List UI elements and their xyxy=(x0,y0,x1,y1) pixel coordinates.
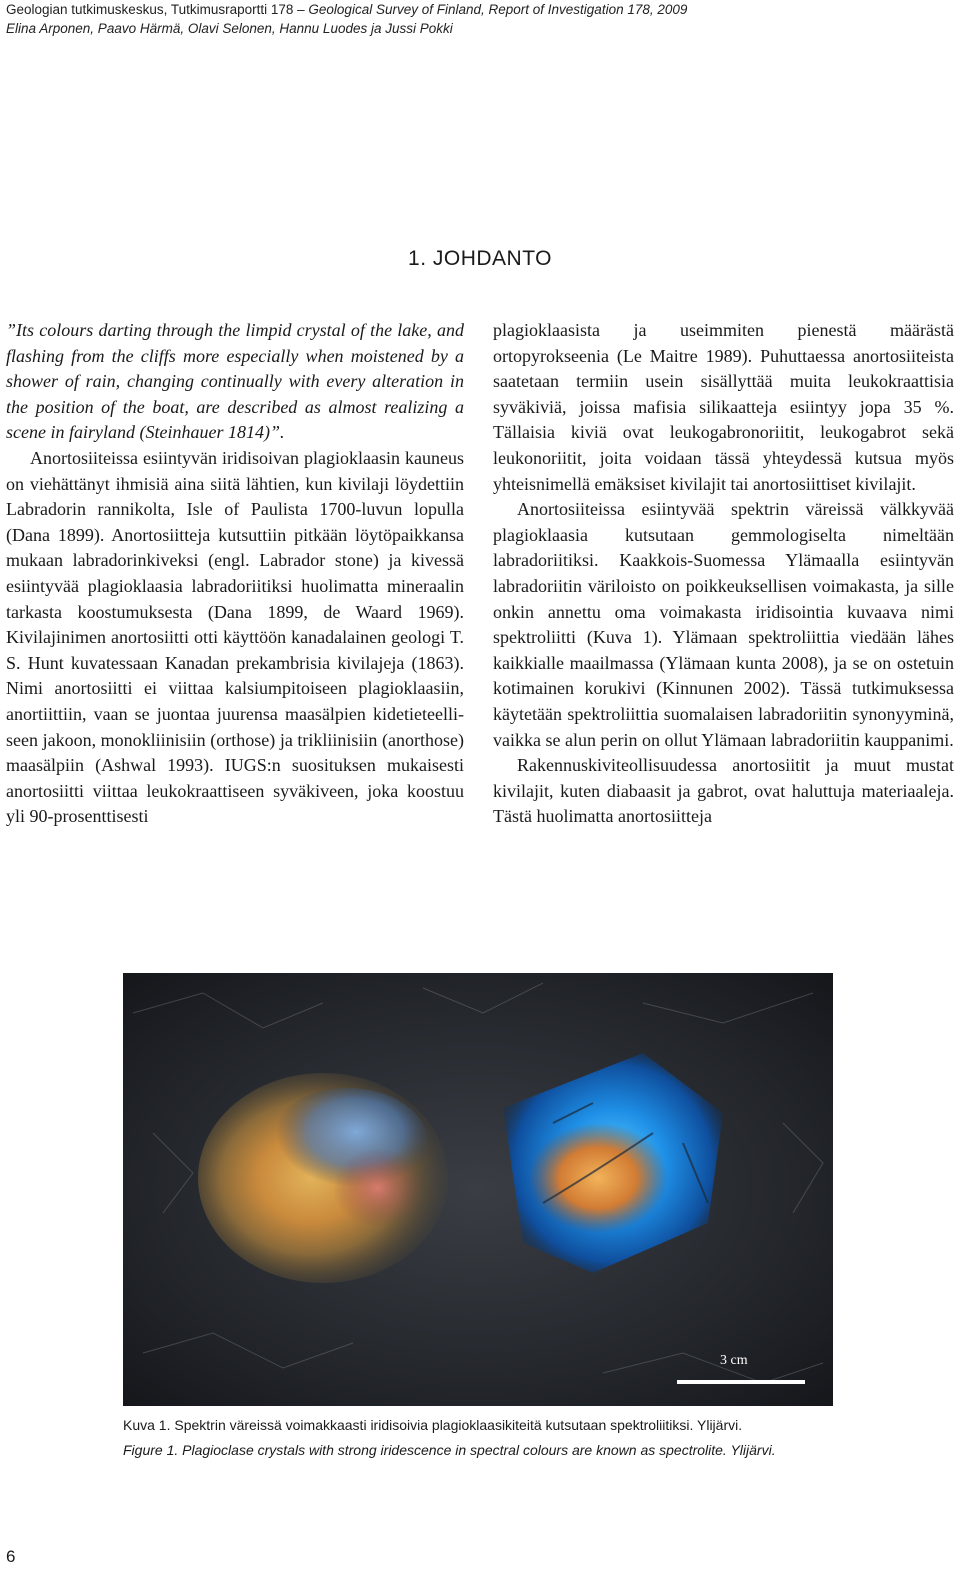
header-series-en: Geological Survey of Finland, Report of Investigation 178, 2009 xyxy=(308,2,688,17)
scale-bar xyxy=(677,1380,805,1384)
caption-english: Figure 1. Plagioclase crystals with strong iridescence in spectral colours are known as spectrolite. Ylijärvi. xyxy=(123,1442,776,1458)
figure-caption xyxy=(123,1416,835,1466)
epigraph-quote: ”Its colours darting through the limpid crystal of the lake, and flashing from the cliffs more especially when moistened by a shower of rain, changing continually with every alteration in the position of the boat, are described as almost realizing a scene in fairyland (Steinhauer 1814)”. xyxy=(6,320,464,443)
spectrolite-photo xyxy=(123,973,833,1406)
page-number: 6 xyxy=(6,1547,16,1566)
paragraph: Rakennuskiviteollisuudessa anortosiitit ja muut mustat kivilajit, kuten diabaasit ja gabrot, ovat haluttuja materiaaleja. Tästä huolimatta anortosiitteja xyxy=(493,755,954,827)
left-column xyxy=(6,318,464,830)
chapter-title: 1. JOHDANTO xyxy=(408,247,552,270)
paragraph: Anortosiiteissa esiintyvän iridisoivan plagioklaasin kauneus on viehättänyt ihmisiä aina siitä lähtien, kun kivilaji löydettiin Labradorin rannikolta, Isle of Paulista 1700-luvun lopulla (Dana 1899). Anortosiitteja kutsuttiin pitkään löytöpaikkansa mukaan labradorinkiveksi (engl. Labrador stone) ja kivessä esiintyvää plagioklaasia labradoriitiksi huolimatta mineraalin tarkasta koostumuksesta (Dana 1899, de Waard 1969). Kivilajinimen anortosiitti otti käyttöön kanadalainen geologi T. S. Hunt kuvatessaan Kanadan prekambrisia kivilajeja (1863). Nimi anortosiitti ei viittaa kalsiumpitoiseen plagioklaasiin, anortiittiin, vaan se juontaa juurensa maasälpien kidetieteelliseen jakoon, monokliinisiin (orthose) ja trikliinisiin (anorthose) maasälpiin (Ashwal 1993). IUGS:n suosituksen mukaisesti anortosiitti viittaa leukokraattiseen syväkiveen, joka koostuu yli 90-prosenttisesti xyxy=(6,447,464,827)
caption-finnish: Kuva 1. Spektrin väreissä voimakkaasti iridisoivia plagioklaasikiteitä kutsutaan spektroliitiksi. Ylijärvi. xyxy=(123,1417,743,1433)
header-authors: Elina Arponen, Paavo Härmä, Olavi Selonen, Hannu Luodes ja Jussi Pokki xyxy=(6,21,453,36)
running-header xyxy=(6,0,946,38)
header-line-1 xyxy=(6,0,946,19)
right-column xyxy=(493,318,954,830)
spectrolite-photo-illustration xyxy=(123,973,833,1406)
header-series-fi: Geologian tutkimuskeskus, Tutkimusraportti 178 – xyxy=(6,2,309,17)
scale-bar-label: 3 cm xyxy=(720,1353,748,1368)
paragraph: plagioklaasista ja useimmiten pienestä määrästä ortopyrokseenia (Le Maitre 1989). Puhuttaessa anortosiiteista saatetaan termiin usein sisällyttää muita leukokraattisia syväkiviä, joissa mafisia silikaatteja esiintyy jopa 35 %. Tällaisia kiviä ovat leukogabronoriitit, leukogabrot sekä leukonoriitit, joita voidaan tässä yhteydessä kutsua myös yhteisnimellä emäksiset kivilajit tai anortosiittiset kivilajit. xyxy=(493,320,954,494)
paragraph: Anortosiiteissa esiintyvää spektrin väreissä välkkyvää plagioklaasia kutsutaan gemmologiselta nimeltään labradoriitiksi. Kaakkois-Suomessa Ylämaalla esiintyvän labradoriitin väriloisto on poikkeuksellisen voimakasta, ja sille onkin annettu oma voimakasta iridisointia kuvaava nimi spektroliitti (Kuva 1). Ylämaan spektroliittia viedään lähes kaikkialle maailmassa (Ylämaan kunta 2008), ja se on ostetuin kotimainen korukivi (Kinnunen 2002). Tässä tutkimuksessa käytetään spektroliittia suomalaisen labradoriitin synonyyminä, vaikka se alun perin on ollut Ylämaan labradoriitin kauppanimi. xyxy=(493,499,954,750)
